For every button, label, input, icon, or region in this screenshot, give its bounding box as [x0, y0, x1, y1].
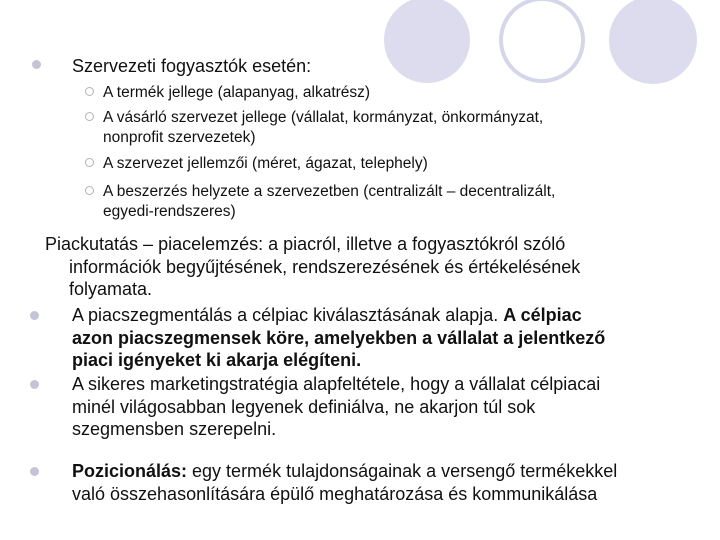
bullet-text: [72, 373, 712, 441]
bullet-line-bold: A célpiac: [503, 305, 582, 325]
decor-circle-2: [501, 0, 583, 81]
sub-item-text: [103, 182, 663, 222]
bullet-line: [72, 304, 712, 327]
circle-bullet-icon: [85, 186, 94, 195]
market-research-paragraph: [45, 233, 695, 301]
sub-item-line: A szervezet jellemzői (méret, ágazat, telephely): [103, 155, 428, 172]
bullet-dot-icon: [30, 467, 39, 476]
bullet-line: szegmensben szerepelni.: [72, 419, 277, 439]
bullet-line: [72, 327, 712, 350]
sub-item-line: egyedi-rendszeres): [103, 203, 236, 220]
sub-item-text: [103, 83, 663, 103]
bullet-line: [72, 460, 712, 483]
bullet-line-bold: Pozicionálás:: [72, 461, 188, 481]
sub-item-text: [103, 154, 663, 174]
bullet-line: való összehasonlítására épülő meghatározása és kommunikálása: [72, 483, 598, 504]
paragraph-line: információk begyűjtésének, rendszerezésének és értékelésének: [69, 256, 581, 277]
bullet-dot-icon: [30, 311, 39, 320]
sub-item-line: A termék jellege (alapanyag, alkatrész): [103, 84, 371, 101]
circle-bullet-icon: [85, 87, 94, 96]
bullet-dot-icon: [30, 380, 39, 389]
sub-item-line: nonprofit szervezetek): [103, 129, 256, 146]
bullet-line-bold: azon piacszegmensek köre, amelyekben a vállalat a jelentkező: [72, 327, 606, 348]
bullet-text: [72, 460, 712, 505]
bullet-line-bold: piaci igényeket ki akarja elégíteni.: [72, 350, 362, 370]
bullet-line: A sikeres marketingstratégia alapfeltétele, hogy a vállalat célpiacai: [72, 374, 601, 394]
circle-bullet-icon: [85, 112, 94, 121]
decor-circle-1: [384, 0, 470, 83]
bullet-text: [72, 304, 712, 372]
paragraph-line: Piackutatás – piacelemzés: a piacról, illetve a fogyasztókról szóló: [45, 234, 566, 254]
sub-item-line: A beszerzés helyzete a szervezetben (centralizált – decentralizált,: [103, 183, 556, 200]
bullet-line-normal: egy termék tulajdonságainak a versengő termékekkel: [187, 461, 618, 481]
circle-bullet-icon: [85, 158, 94, 167]
paragraph-line: folyamata.: [69, 279, 153, 299]
sub-item-line: A vásárló szervezet jellege (vállalat, kormányzat, önkormányzat,: [103, 109, 544, 126]
bullet-line: minél világosabban legyenek definiálva, ne akarjon túl sok: [72, 396, 536, 417]
sub-item-text: [103, 108, 663, 148]
bullet-text: Szervezeti fogyasztók esetén:: [72, 56, 312, 76]
bullet-dot-icon: [32, 60, 41, 69]
bullet-line-normal: A piacszegmentálás a célpiac kiválasztásának alapja.: [72, 305, 504, 325]
bullet-line: [72, 349, 712, 372]
decor-circle-3: [609, 0, 697, 84]
